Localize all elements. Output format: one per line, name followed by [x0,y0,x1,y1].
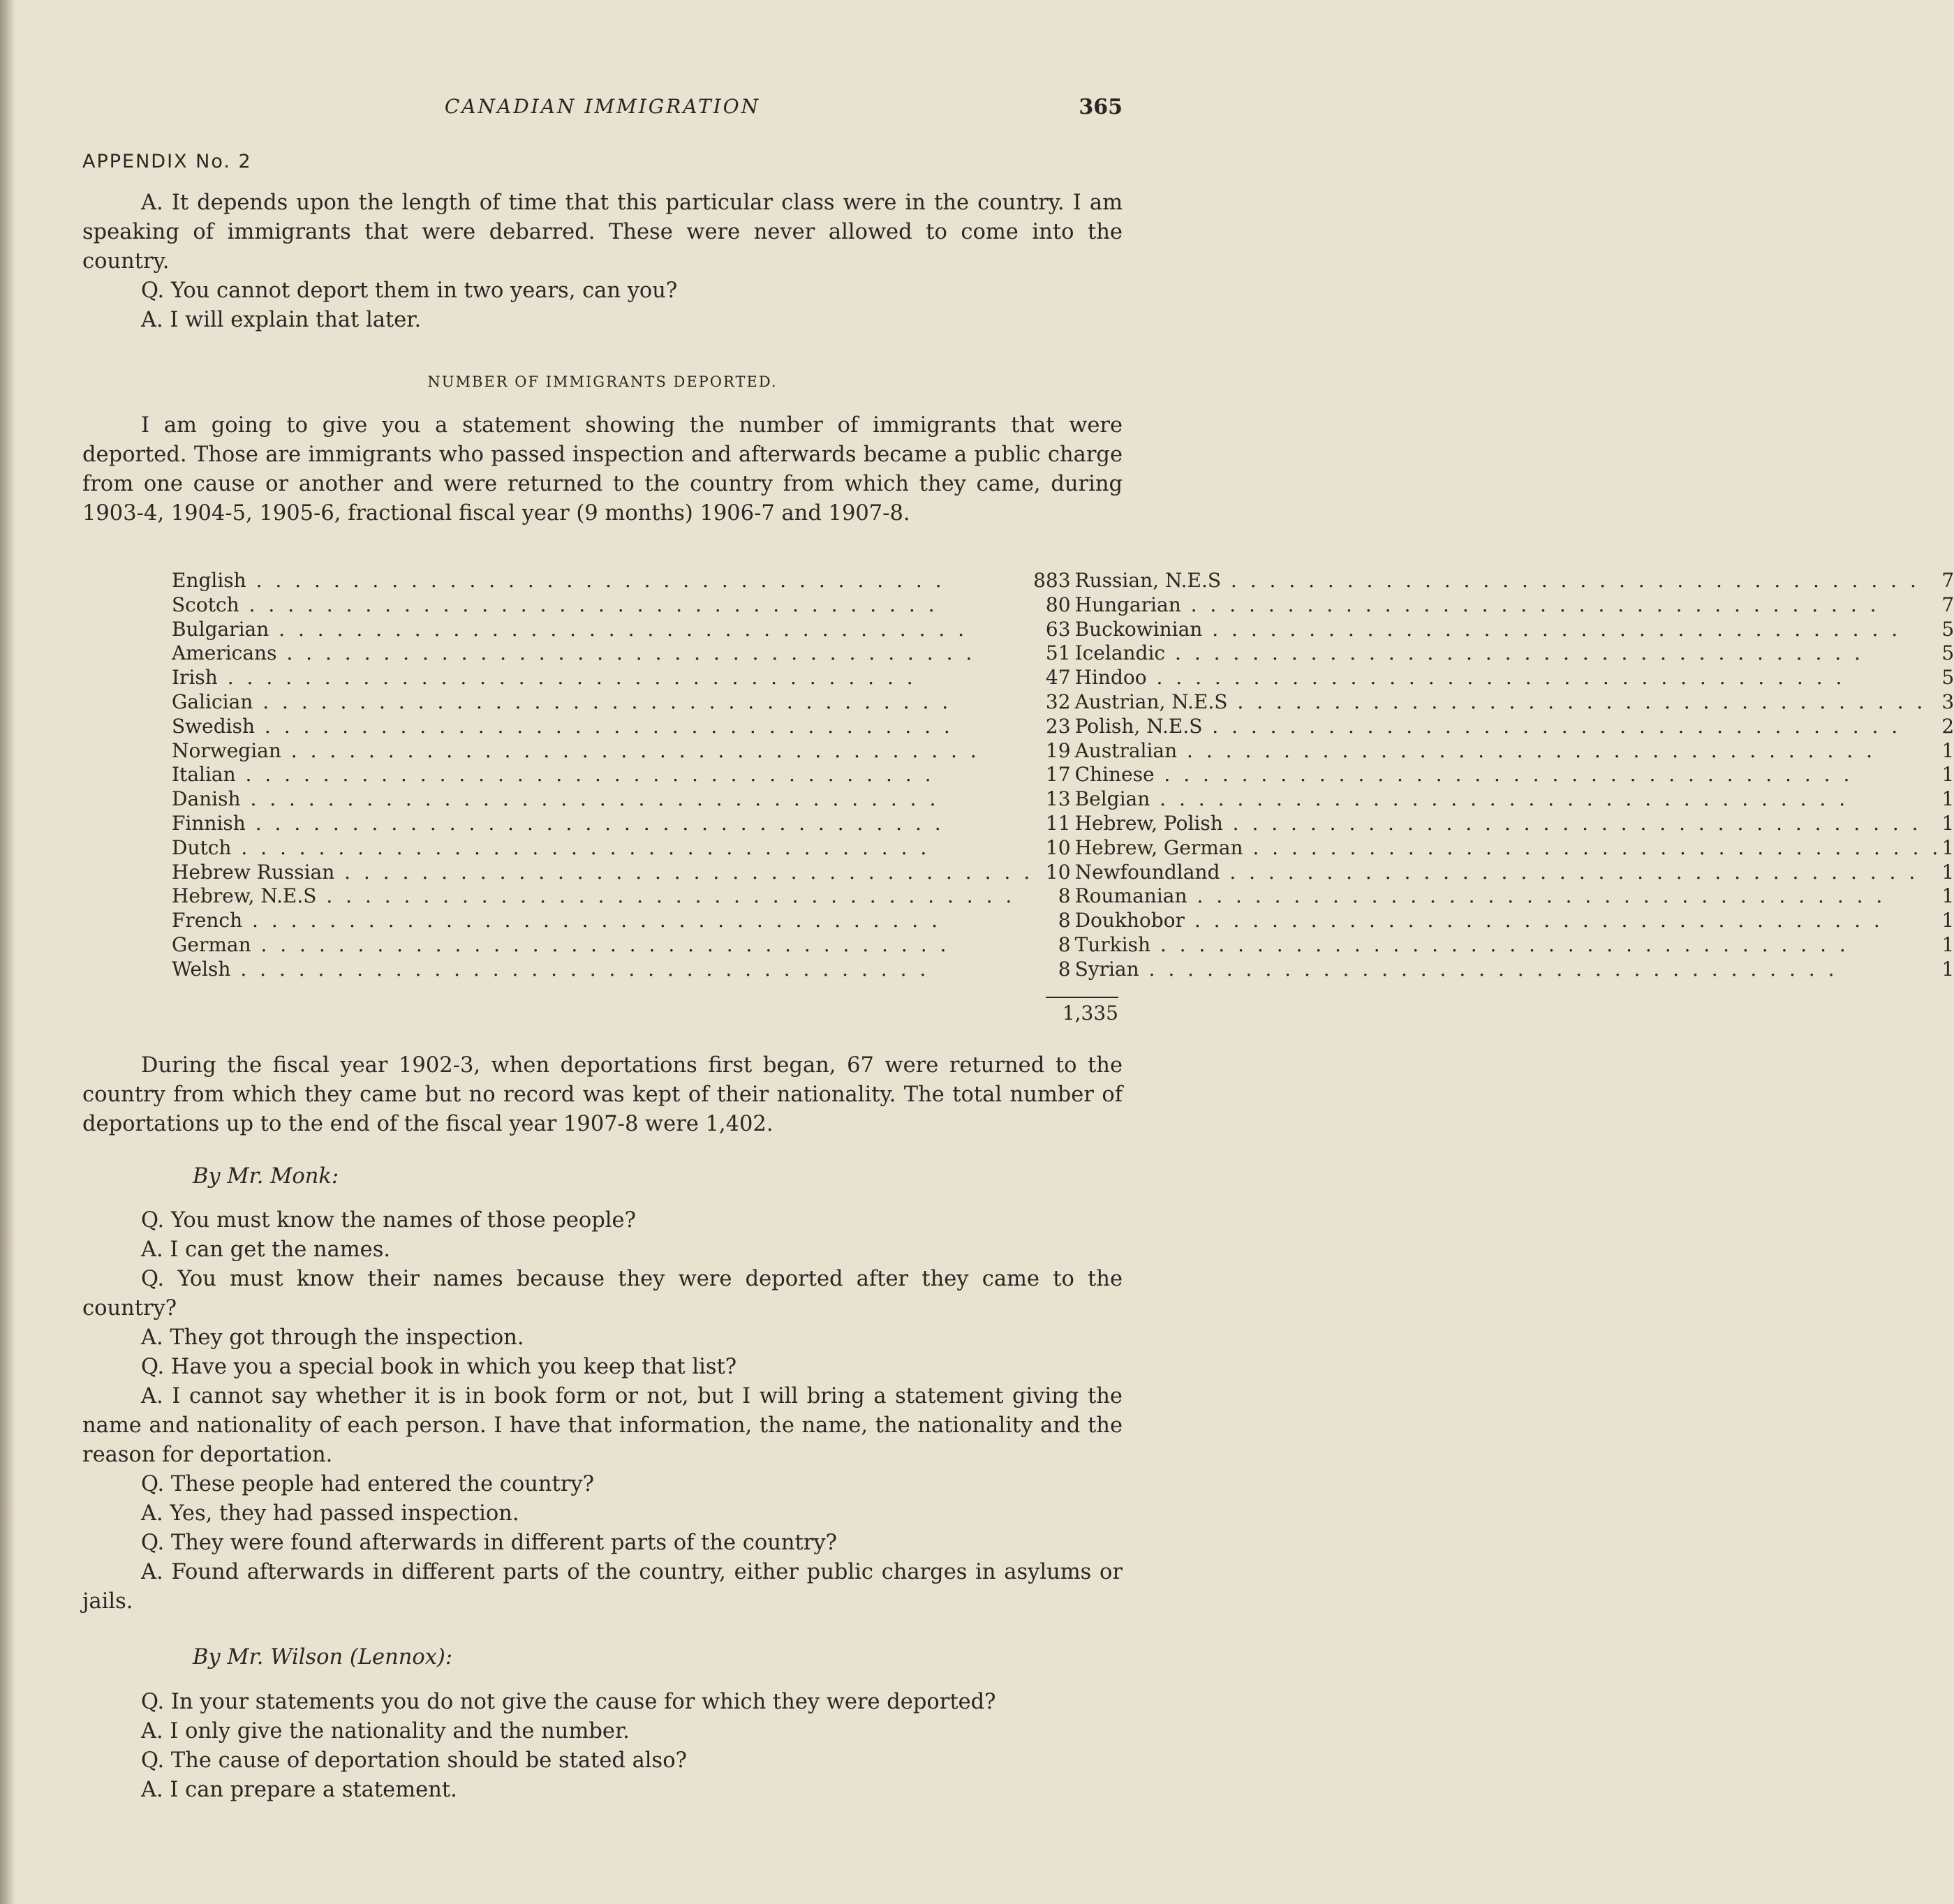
qa-line: Q. You must know the names of those people? [141,1208,636,1233]
deported-count: 8 [1058,932,1071,956]
nationality-name [172,909,1033,933]
deportation-row [172,763,1954,787]
page-binding-shadow [0,0,15,1904]
deported-count: 5 [1941,666,1954,690]
deportation-row [172,690,1954,715]
nationality-name-text: German [172,932,251,956]
nationality-name [172,787,1033,812]
dot-leader: . . . . . . . . . . . . . . . . . . . . . . . . . . . . . . . . . . . . [1221,569,1920,592]
nationality-name-text: Chinese [1074,763,1155,787]
dot-leader: . . . . . . . . . . . . . . . . . . . . . . . . . . . . . . . . . . . . [231,835,931,859]
dot-leader: . . . . . . . . . . . . . . . . . . . . . . . . . . . . . . . . . . . . [253,690,952,713]
deported-count: 8 [1058,957,1071,981]
qa-line: Q. In your statements you do not give the cause for which they were deported? [141,1690,996,1714]
nationality-name [1075,715,1942,739]
deported-count: 3 [1941,690,1954,713]
deportation-row [172,787,1954,812]
dot-leader: . . . . . . . . . . . . . . . . . . . . . . . . . . . . . . . . . . . . [1220,860,1919,884]
deported-count: 19 [1045,738,1071,762]
nationality-name-text: Roumanian [1074,884,1187,908]
deported-count: 1 [1941,811,1954,835]
nationality-name-text: Hungarian [1074,593,1181,616]
dot-leader: . . . . . . . . . . . . . . . . . . . . . . . . . . . . . . . . . . . . [269,617,968,641]
nationality-name-text: English [172,569,246,592]
nationality-name-text: Hebrew, Polish [1074,811,1223,835]
deported-count: 1 [1941,884,1954,908]
deported-count: 8 [1058,909,1071,932]
nationality-name-text: Hebrew Russian [172,860,335,884]
dot-leader: . . . . . . . . . . . . . . . . . . . . . . . . . . . . . . . . . . . . [246,569,945,592]
nationality-name-text: Doukhobor [1074,909,1185,932]
deportation-row [172,812,1954,836]
running-title: CANADIAN IMMIGRATION [444,95,761,118]
dot-leader: . . . . . . . . . . . . . . . . . . . . . . . . . . . . . . . . . . . . [334,860,1034,884]
qa-line: A. I can prepare a statement. [141,1778,457,1802]
dot-leader: . . . . . . . . . . . . . . . . . . . . . . . . . . . . . . . . . . . . [242,909,941,932]
dot-leader: . . . . . . . . . . . . . . . . . . . . . . . . . . . . . . . . . . . . [1222,811,1922,835]
nationality-name-text: Newfoundland [1074,860,1220,884]
deportation-row [172,593,1954,618]
deported-count: 11 [1045,811,1071,835]
nationality-name [1075,763,1942,787]
monk-exchange [82,1206,1123,1616]
deported-count: 2 [1941,714,1954,738]
deported-count: 10 [1045,860,1071,884]
dot-leader: . . . . . . . . . . . . . . . . . . . . . . . . . . . . . . . . . . . . [217,666,917,690]
deportation-row [172,909,1954,933]
dot-leader: . . . . . . . . . . . . . . . . . . . . . . . . . . . . . . . . . . . . [245,811,945,835]
nationality-name [1075,739,1942,764]
deportation-table-body [172,569,1954,982]
deported-count: 7 [1941,593,1954,616]
nationality-name-text: Swedish [172,714,255,738]
wilson-exchange [82,1688,1123,1805]
qa-line: A. Found afterwards in different parts of the country, either public charges in asylums or jails. [82,1560,1123,1614]
deportation-row [172,641,1954,666]
nationality-name [172,715,1033,739]
dot-leader: . . . . . . . . . . . . . . . . . . . . . . . . . . . . . . . . . . . . [255,714,954,738]
deported-count: 13 [1045,787,1071,811]
appendix-label: APPENDIX No. 2 [82,151,252,172]
qa-line: Q. The cause of deportation should be stated also? [141,1748,687,1773]
deportation-row [172,958,1954,982]
deported-count: 1 [1941,835,1954,859]
qa-line: A. I only give the nationality and the number. [141,1719,630,1743]
dot-leader: . . . . . . . . . . . . . . . . . . . . . . . . . . . . . . . . . . . . [1139,957,1838,981]
nationality-name [172,618,1033,642]
qa-line: Q. They were found afterwards in different parts of the country? [141,1531,837,1555]
dot-leader: . . . . . . . . . . . . . . . . . . . . . . . . . . . . . . . . . . . . [316,884,1016,908]
nationality-name-text: Norwegian [172,738,281,762]
nationality-name-text: Syrian [1074,957,1139,981]
nationality-name [1075,593,1942,618]
nationality-name [1075,861,1942,885]
nationality-name [1075,787,1942,812]
deportation-row [172,666,1954,690]
deportation-row [172,739,1954,764]
dot-leader: . . . . . . . . . . . . . . . . . . . . . . . . . . . . . . . . . . . . [239,593,938,616]
nationality-name [172,690,1033,715]
deported-count: 1 [1941,763,1954,787]
nationality-name [1075,836,1942,861]
dot-leader: . . . . . . . . . . . . . . . . . . . . . . . . . . . . . . . . . . . . [230,957,930,981]
dot-leader: . . . . . . . . . . . . . . . . . . . . . . . . . . . . . . . . . . . . [1180,593,1880,616]
nationality-name-text: Italian [172,763,236,787]
deportation-row [172,861,1954,885]
nationality-name-text: French [172,909,243,932]
dot-leader: . . . . . . . . . . . . . . . . . . . . . . . . . . . . . . . . . . . . [1165,641,1864,665]
deportation-table [172,569,1954,982]
dot-leader: . . . . . . . . . . . . . . . . . . . . . . . . . . . . . . . . . . . . [1150,787,1849,811]
deportation-row [172,933,1954,958]
nationality-name [1075,690,1942,715]
nationality-name-text: Austrian, N.E.S [1074,690,1228,713]
intro-answer-short: A. I will explain that later. [141,308,422,332]
nationality-name [172,836,1033,861]
nationality-name-text: Polish, N.E.S [1074,714,1203,738]
qa-line: A. I cannot say whether it is in book form or not, but I will bring a statement giving the name and nationality of each person. I have that information, the name, the nationality and the reason for deportation. [82,1384,1123,1467]
nationality-name [1075,933,1942,958]
nationality-name [1075,569,1942,593]
qa-line: A. They got through the inspection. [141,1325,524,1350]
dot-leader: . . . . . . . . . . . . . . . . . . . . . . . . . . . . . . . . . . . . [276,641,976,665]
deported-count: 23 [1045,714,1071,738]
dot-leader: . . . . . . . . . . . . . . . . . . . . . . . . . . . . . . . . . . . . [1154,763,1853,787]
deported-count: 80 [1045,593,1071,616]
nationality-name [172,958,1033,982]
page-number: 365 [1079,95,1123,119]
nationality-name-text: Hebrew, German [1074,835,1243,859]
nationality-name-text: Danish [172,787,241,811]
dot-leader: . . . . . . . . . . . . . . . . . . . . . . . . . . . . . . . . . . . . [1184,909,1883,932]
qa-line: Q. You must know their names because they were deported after they came to the country? [82,1267,1123,1321]
deported-count: 17 [1045,763,1071,787]
nationality-name-text: Americans [172,641,277,665]
qa-line: A. I can get the names. [141,1237,391,1262]
nationality-name-text: Hindoo [1074,666,1147,690]
dot-leader: . . . . . . . . . . . . . . . . . . . . . . . . . . . . . . . . . . . . [1202,714,1902,738]
dot-leader: . . . . . . . . . . . . . . . . . . . . . . . . . . . . . . . . . . . . [1243,835,1942,859]
nationality-name [1075,641,1942,666]
deported-count: 5 [1941,617,1954,641]
nationality-name [172,861,1033,885]
nationality-name-text: Buckowinian [1074,617,1203,641]
nationality-name-text: Galician [172,690,253,713]
nationality-name [1075,909,1942,933]
speaker-wilson: By Mr. Wilson (Lennox): [193,1645,453,1669]
nationality-name [172,812,1033,836]
deported-count: 1 [1941,787,1954,811]
statement-block [82,411,1123,528]
nationality-name-text: Irish [172,666,218,690]
deported-count: 1 [1941,738,1954,762]
nationality-name [172,739,1033,764]
dot-leader: . . . . . . . . . . . . . . . . . . . . . . . . . . . . . . . . . . . . [1202,617,1902,641]
nationality-name [1075,666,1942,690]
nationality-name [1075,958,1942,982]
deportation-row [172,836,1954,861]
nationality-name-text: Finnish [172,811,246,835]
nationality-name-text: Hebrew, N.E.S [172,884,317,908]
deportation-row [172,715,1954,739]
nationality-name [172,763,1033,787]
dot-leader: . . . . . . . . . . . . . . . . . . . . . . . . . . . . . . . . . . . . [281,738,980,762]
running-header [82,95,1123,123]
nationality-name [1075,618,1942,642]
deported-count: 1 [1941,860,1954,884]
nationality-name-text: Dutch [172,835,232,859]
deportation-row [172,884,1954,909]
deported-count: 1 [1941,932,1954,956]
nationality-name [1075,812,1942,836]
nationality-name-text: Bulgarian [172,617,269,641]
document-page [82,0,1954,1904]
deported-count: 51 [1045,641,1071,665]
section-heading: NUMBER OF IMMIGRANTS DEPORTED. [427,373,778,390]
deported-count: 10 [1045,835,1071,859]
deported-count: 1 [1941,957,1954,981]
dot-leader: . . . . . . . . . . . . . . . . . . . . . . . . . . . . . . . . . . . . [1150,932,1849,956]
qa-line: A. Yes, they had passed inspection. [141,1501,519,1526]
speaker-monk: By Mr. Monk: [193,1164,339,1189]
nationality-name [172,666,1033,690]
nationality-name [172,884,1033,909]
intro-block [82,188,1123,335]
followup-block [82,1051,1123,1139]
nationality-name [172,933,1033,958]
dot-leader: . . . . . . . . . . . . . . . . . . . . . . . . . . . . . . . . . . . . [1227,690,1927,713]
deported-count: 1 [1941,909,1954,932]
deported-count: 883 [1033,569,1071,592]
deportation-row [172,569,1954,593]
qa-line: Q. Have you a special book in which you keep that list? [141,1355,737,1379]
nationality-name-text: Belgian [1074,787,1150,811]
nationality-name-text: Turkish [1074,932,1150,956]
nationality-name-text: Scotch [172,593,239,616]
deported-count: 7 [1941,569,1954,592]
deported-count: 63 [1045,617,1071,641]
dot-leader: . . . . . . . . . . . . . . . . . . . . . . . . . . . . . . . . . . . . [1187,884,1886,908]
nationality-name-text: Welsh [172,957,231,981]
dot-leader: . . . . . . . . . . . . . . . . . . . . . . . . . . . . . . . . . . . . [1146,666,1846,690]
nationality-name [172,641,1033,666]
total-rule [1046,997,1118,998]
intro-question: Q. You cannot deport them in two years, can you? [141,278,678,303]
nationality-name-text: Australian [1074,738,1178,762]
intro-answer: A. It depends upon the length of time that this particular class were in the country. I am speaking of immigrants that were debarred. These were never allowed to come into the country. [82,191,1123,274]
dot-leader: . . . . . . . . . . . . . . . . . . . . . . . . . . . . . . . . . . . . [235,763,935,787]
nationality-name-text: Russian, N.E.S [1074,569,1222,592]
dot-leader: . . . . . . . . . . . . . . . . . . . . . . . . . . . . . . . . . . . . [251,932,950,956]
deported-count: 8 [1058,884,1071,908]
followup-paragraph: During the fiscal year 1902-3, when deportations first began, 67 were returned to the country from which they came but no record was kept of their nationality. The total number of deportations up to the end of the fiscal year 1907-8 were 1,402. [82,1053,1123,1136]
nationality-name-text: Icelandic [1074,641,1166,665]
dot-leader: . . . . . . . . . . . . . . . . . . . . . . . . . . . . . . . . . . . . [240,787,940,811]
qa-line: Q. These people had entered the country? [141,1472,594,1496]
deported-count: 32 [1045,690,1071,713]
nationality-name [1075,884,1942,909]
deported-count: 47 [1045,666,1071,690]
statement-paragraph: I am going to give you a statement showing the number of immigrants that were deported. Those are immigrants who passed inspection and afterwards became a public charge from one cause or another and were returned to the country from which they came, during 1903-4, 1904-5, 1905-6, fractional fiscal year (9 months) 1906-7 and 1907-8. [82,413,1123,526]
nationality-name [172,569,1033,593]
deportation-total: 1,335 [1062,1002,1118,1025]
nationality-name [172,593,1033,618]
deportation-row [172,618,1954,642]
dot-leader: . . . . . . . . . . . . . . . . . . . . . . . . . . . . . . . . . . . . [1177,738,1876,762]
deported-count: 5 [1941,641,1954,665]
